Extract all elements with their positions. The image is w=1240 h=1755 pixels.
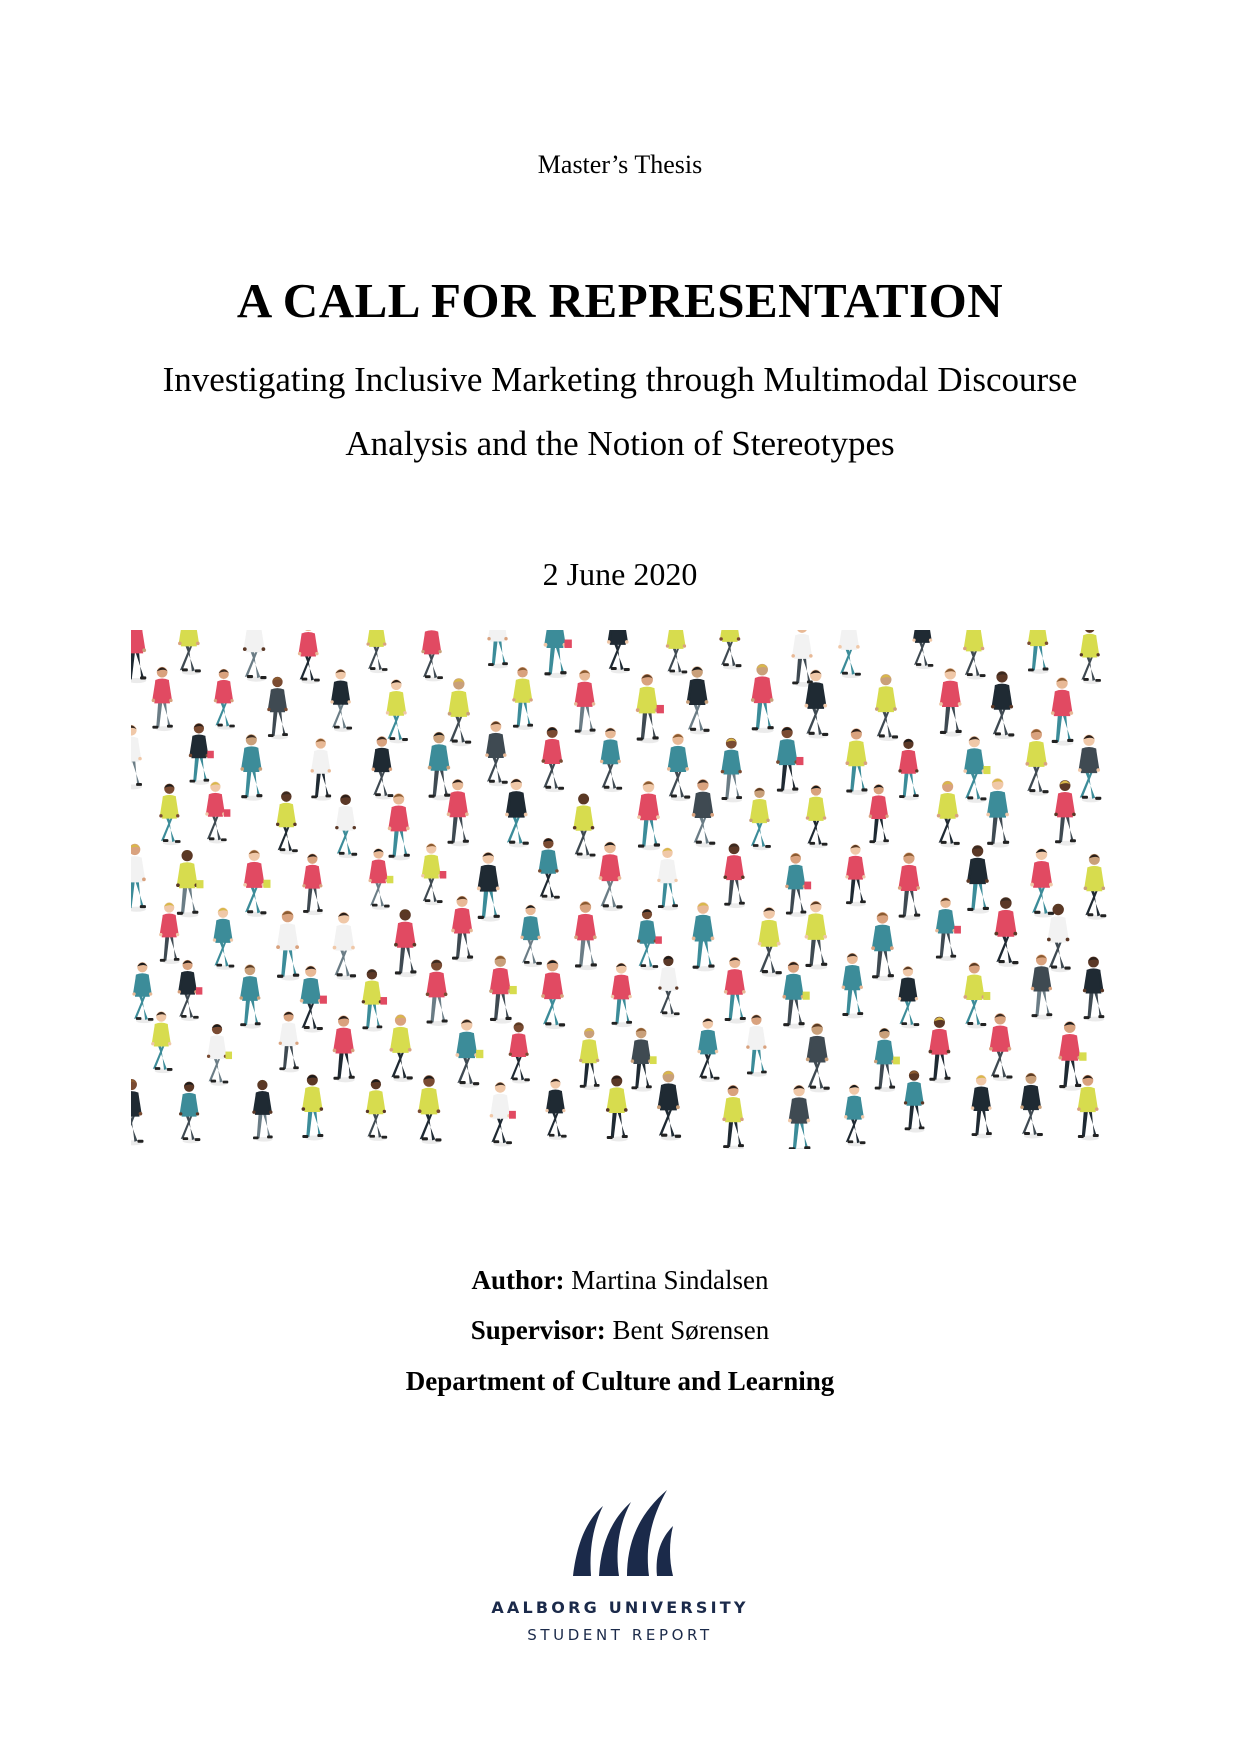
university-name: AALBORG UNIVERSITY bbox=[491, 1598, 749, 1617]
thesis-title: A CALL FOR REPRESENTATION bbox=[236, 273, 1004, 328]
author-label: Author: bbox=[471, 1265, 565, 1295]
report-type: STUDENT REPORT bbox=[527, 1626, 713, 1644]
thesis-subtitle-line-1: Investigating Inclusive Marketing through Multimodal Discourse bbox=[162, 360, 1078, 399]
author-line bbox=[0, 1265, 1240, 1296]
university-logo bbox=[480, 1480, 760, 1650]
supervisor-label: Supervisor: bbox=[470, 1315, 606, 1345]
crowd-illustration bbox=[131, 630, 1108, 1149]
document-type: Master’s Thesis bbox=[537, 150, 703, 179]
supervisor-line bbox=[0, 1315, 1240, 1346]
thesis-subtitle-line-2: Analysis and the Notion of Stereotypes bbox=[345, 424, 895, 463]
crowd-of-people-illustration-icon bbox=[131, 630, 1108, 1149]
submission-date: 2 June 2020 bbox=[542, 556, 698, 592]
department: Department of Culture and Learning bbox=[405, 1366, 835, 1396]
author-name: Martina Sindalsen bbox=[571, 1265, 769, 1295]
supervisor-name: Bent Sørensen bbox=[612, 1315, 770, 1345]
aalborg-waves-icon bbox=[565, 1480, 675, 1580]
